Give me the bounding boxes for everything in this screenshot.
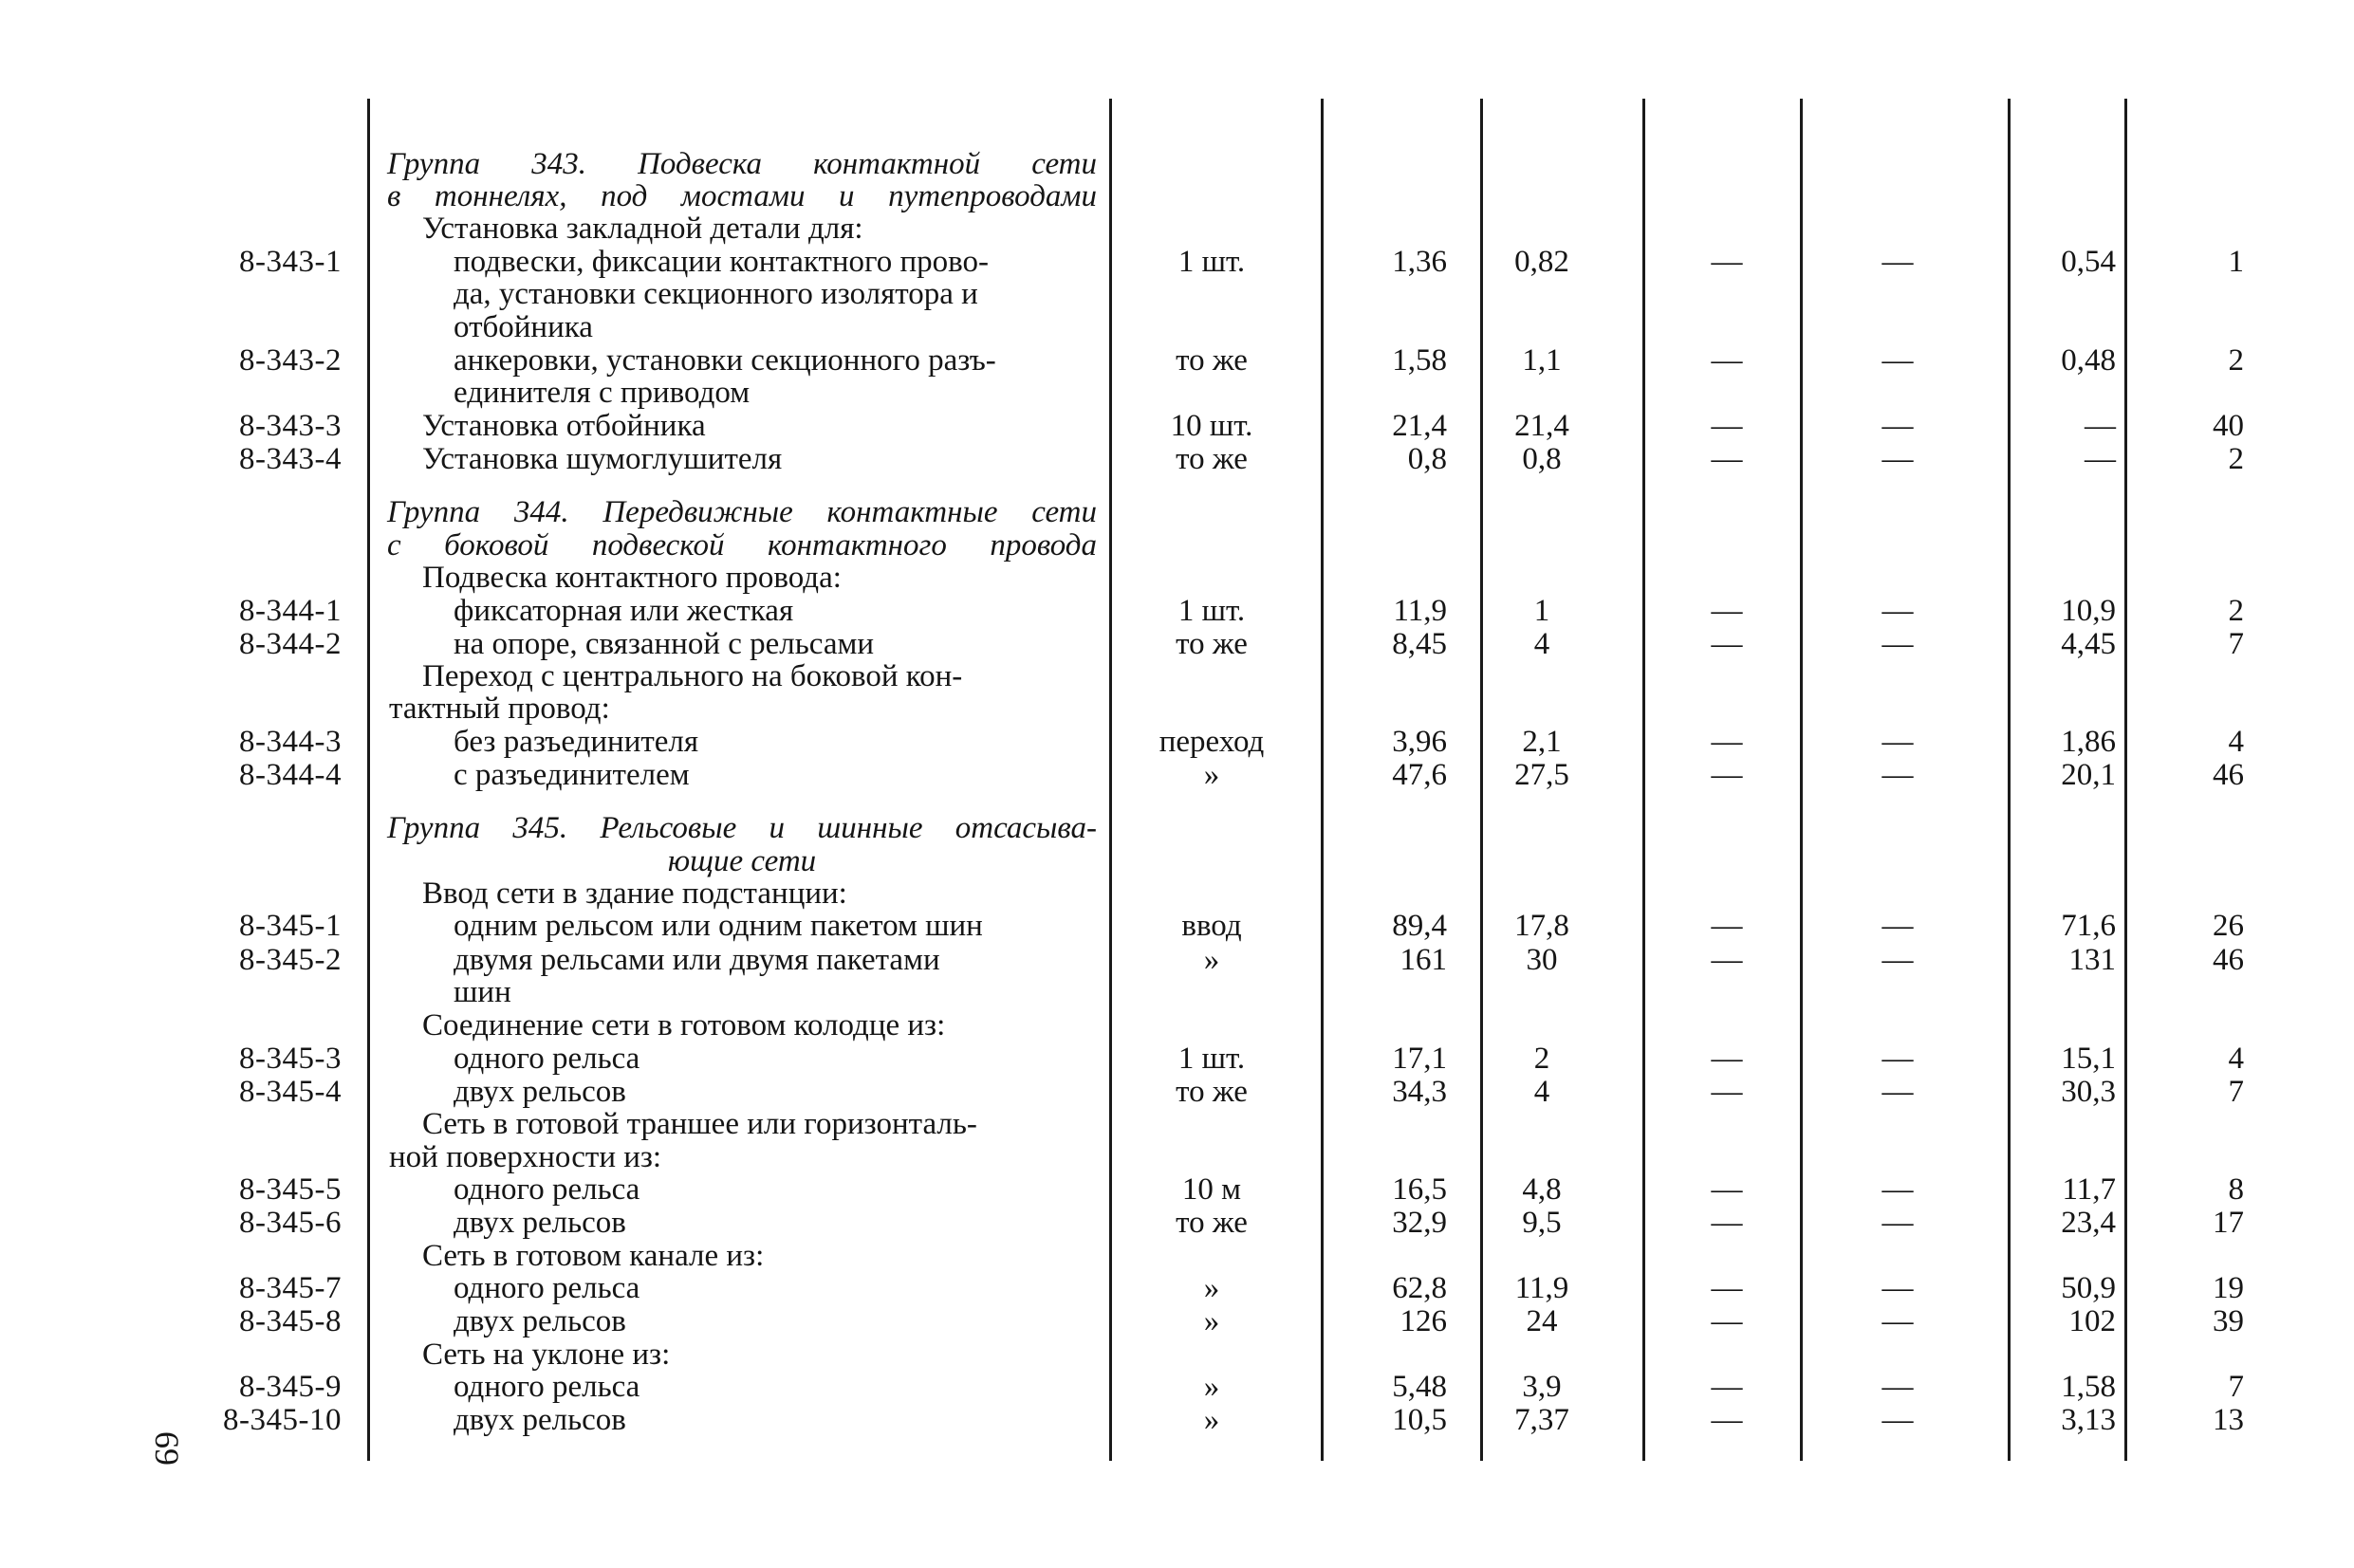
row-value-col4: — <box>1881 1370 1914 1404</box>
row-unit: то же <box>1176 1206 1248 1240</box>
table-row <box>0 758 2354 792</box>
row-value-col5: — <box>2085 409 2116 443</box>
row-description: одним рельсом или одним пакетом шин <box>454 909 983 943</box>
row-value-total: 32,9 <box>1392 1206 1447 1240</box>
row-value-col4: — <box>1881 245 1914 279</box>
row-value-col4: — <box>1881 758 1914 792</box>
row-value-col3: — <box>1711 1206 1743 1240</box>
row-value-col6: 26 <box>2213 909 2244 943</box>
row-value-col4: — <box>1881 594 1914 628</box>
row-description: Сеть в готовой траншее или горизонталь- <box>422 1107 977 1141</box>
table-row-heading <box>0 1008 2354 1042</box>
row-description: Ввод сети в здание подстанции: <box>422 876 847 911</box>
row-description: одного рельса <box>454 1172 640 1207</box>
row-code: 8-344-4 <box>239 758 342 792</box>
table-row <box>0 1271 2354 1305</box>
row-value-col4: — <box>1881 1075 1914 1109</box>
row-value-col5: — <box>2085 442 2116 476</box>
row-description: анкеровки, установки секционного разъ- <box>454 343 996 378</box>
table-row <box>0 343 2354 378</box>
row-value-total: 0,8 <box>1407 442 1447 476</box>
table-row-heading <box>0 659 2354 693</box>
row-value-col3: — <box>1711 594 1743 628</box>
row-value-col6: 4 <box>2228 725 2244 759</box>
row-value-col4: — <box>1881 409 1914 443</box>
row-value-col3: — <box>1711 1172 1743 1207</box>
row-unit: 10 шт. <box>1170 409 1253 443</box>
row-description: Группа 345. Рельсовые и шинные отсасыва- <box>387 811 1097 845</box>
row-description: тактный провод: <box>389 692 610 726</box>
row-unit: » <box>1203 1370 1220 1404</box>
row-value-labor: 1,1 <box>1522 343 1562 378</box>
row-value-labor: 27,5 <box>1514 758 1569 792</box>
row-value-total: 21,4 <box>1392 409 1447 443</box>
row-code: 8-345-5 <box>239 1172 342 1207</box>
row-value-col5: 10,9 <box>2061 594 2116 628</box>
row-description: двумя рельсами или двумя пакетами <box>454 943 940 977</box>
table-row <box>0 1304 2354 1338</box>
row-description: ющие сети <box>667 844 817 878</box>
row-description: с разъединителем <box>454 758 690 792</box>
row-value-total: 11,9 <box>1393 594 1447 628</box>
row-description: единителя с приводом <box>454 376 751 410</box>
row-value-col6: 46 <box>2213 758 2244 792</box>
row-unit: то же <box>1176 343 1248 378</box>
row-description: двух рельсов <box>454 1206 626 1240</box>
row-description: Переход с центрального на боковой кон- <box>422 659 963 693</box>
row-value-col3: — <box>1711 245 1743 279</box>
table-row <box>0 909 2354 943</box>
table-row-heading <box>0 277 2354 311</box>
row-value-labor: 0,82 <box>1514 245 1569 279</box>
row-code: 8-343-4 <box>239 442 342 476</box>
row-description: двух рельсов <box>454 1075 626 1109</box>
row-value-col6: 4 <box>2228 1042 2244 1076</box>
row-description: отбойника <box>454 310 593 344</box>
row-description: Установка шумоглушителя <box>422 442 783 476</box>
row-description: Соединение сети в готовом колодце из: <box>422 1008 946 1042</box>
row-value-col3: — <box>1711 725 1743 759</box>
row-value-labor: 0,8 <box>1522 442 1562 476</box>
row-value-col6: 7 <box>2228 627 2244 661</box>
row-value-col6: 7 <box>2228 1370 2244 1404</box>
row-code: 8-345-6 <box>239 1206 342 1240</box>
table-row <box>0 245 2354 279</box>
row-description: в тоннелях, под мостами и путепроводами <box>387 179 1097 213</box>
page-number: 69 <box>148 1431 186 1466</box>
row-description: двух рельсов <box>454 1403 626 1437</box>
row-value-col6: 17 <box>2213 1206 2244 1240</box>
row-value-col5: 20,1 <box>2061 758 2116 792</box>
row-unit: то же <box>1176 627 1248 661</box>
row-description: двух рельсов <box>454 1304 626 1338</box>
row-value-col6: 2 <box>2228 343 2244 378</box>
table-row-heading <box>0 876 2354 911</box>
row-description: Установка отбойника <box>422 409 706 443</box>
row-description: Сеть на уклоне из: <box>422 1337 671 1372</box>
row-value-col6: 2 <box>2228 594 2244 628</box>
row-value-labor: 9,5 <box>1522 1206 1562 1240</box>
row-code: 8-344-3 <box>239 725 342 759</box>
row-value-col5: 30,3 <box>2061 1075 2116 1109</box>
table-row-heading <box>0 811 2354 845</box>
row-description: одного рельса <box>454 1370 640 1404</box>
row-value-total: 16,5 <box>1392 1172 1447 1207</box>
row-value-labor: 4 <box>1533 627 1550 661</box>
row-value-col4: — <box>1881 1403 1914 1437</box>
row-value-labor: 11,9 <box>1514 1271 1569 1305</box>
table-row <box>0 594 2354 628</box>
table-row <box>0 1075 2354 1109</box>
row-value-total: 8,45 <box>1392 627 1447 661</box>
row-code: 8-345-1 <box>239 909 342 943</box>
row-description: без разъединителя <box>454 725 699 759</box>
table-row-heading <box>0 692 2354 726</box>
row-value-labor: 24 <box>1526 1304 1558 1338</box>
table-row <box>0 1172 2354 1207</box>
row-code: 8-345-3 <box>239 1042 342 1076</box>
row-description: шин <box>454 975 511 1009</box>
row-description: Группа 344. Передвижные контактные сети <box>387 495 1097 529</box>
row-value-col6: 2 <box>2228 442 2244 476</box>
row-value-labor: 4,8 <box>1522 1172 1562 1207</box>
row-value-col3: — <box>1711 943 1743 977</box>
row-value-col3: — <box>1711 1271 1743 1305</box>
row-unit: » <box>1203 943 1220 977</box>
row-value-total: 3,96 <box>1392 725 1447 759</box>
table-row <box>0 725 2354 759</box>
row-value-col5: 15,1 <box>2061 1042 2116 1076</box>
row-description: одного рельса <box>454 1271 640 1305</box>
row-unit: 1 шт. <box>1177 245 1246 279</box>
row-value-col3: — <box>1711 1075 1743 1109</box>
row-description: Подвеска контактного провода: <box>422 561 842 595</box>
row-value-col3: — <box>1711 1042 1743 1076</box>
row-value-col5: 50,9 <box>2061 1271 2116 1305</box>
row-value-total: 161 <box>1399 943 1447 977</box>
row-value-total: 1,36 <box>1392 245 1447 279</box>
row-value-col6: 39 <box>2213 1304 2244 1338</box>
row-value-col5: 0,54 <box>2061 245 2116 279</box>
table-row <box>0 627 2354 661</box>
row-value-total: 126 <box>1399 1304 1447 1338</box>
table-row <box>0 1403 2354 1437</box>
row-value-labor: 4 <box>1533 1075 1550 1109</box>
row-value-col3: — <box>1711 442 1743 476</box>
row-unit: ввод <box>1181 909 1242 943</box>
table-row-heading <box>0 376 2354 410</box>
row-code: 8-345-10 <box>223 1403 342 1437</box>
row-unit: то же <box>1176 1075 1248 1109</box>
table-row-heading <box>0 1140 2354 1174</box>
row-value-col4: — <box>1881 1172 1914 1207</box>
row-value-total: 1,58 <box>1392 343 1447 378</box>
row-code: 8-345-7 <box>239 1271 342 1305</box>
row-value-col3: — <box>1711 758 1743 792</box>
row-description: подвески, фиксации контактного прово- <box>454 245 990 279</box>
row-unit: то же <box>1176 442 1248 476</box>
table-row-heading <box>0 528 2354 563</box>
row-code: 8-343-2 <box>239 343 342 378</box>
row-value-col6: 7 <box>2228 1075 2244 1109</box>
row-unit: 1 шт. <box>1177 594 1246 628</box>
row-value-labor: 2 <box>1533 1042 1550 1076</box>
row-description: на опоре, связанной с рельсами <box>454 627 875 661</box>
row-description: одного рельса <box>454 1042 640 1076</box>
row-value-col5: 23,4 <box>2061 1206 2116 1240</box>
row-value-total: 34,3 <box>1392 1075 1447 1109</box>
table-row-heading <box>0 844 2354 878</box>
row-value-col5: 11,7 <box>2062 1172 2116 1207</box>
row-unit: 10 м <box>1181 1172 1242 1207</box>
row-code: 8-345-9 <box>239 1370 342 1404</box>
row-value-col3: — <box>1711 1370 1743 1404</box>
row-value-col5: 0,48 <box>2061 343 2116 378</box>
row-description: Сеть в готовом канале из: <box>422 1239 765 1273</box>
row-value-labor: 17,8 <box>1514 909 1569 943</box>
row-value-col4: — <box>1881 943 1914 977</box>
row-value-col4: — <box>1881 1042 1914 1076</box>
row-value-col6: 40 <box>2213 409 2244 443</box>
row-unit: » <box>1203 1304 1220 1338</box>
table-row-heading <box>0 179 2354 213</box>
row-value-col3: — <box>1711 627 1743 661</box>
row-value-labor: 30 <box>1526 943 1558 977</box>
table-row-heading <box>0 561 2354 595</box>
row-code: 8-344-1 <box>239 594 342 628</box>
table-row <box>0 1370 2354 1404</box>
row-description: фиксаторная или жесткая <box>454 594 794 628</box>
table-row-heading <box>0 975 2354 1009</box>
row-unit: » <box>1203 1271 1220 1305</box>
table-row-heading <box>0 147 2354 181</box>
row-value-total: 62,8 <box>1392 1271 1447 1305</box>
row-value-col5: 1,86 <box>2061 725 2116 759</box>
table-row <box>0 943 2354 977</box>
row-value-total: 10,5 <box>1392 1403 1447 1437</box>
row-value-col6: 1 <box>2228 245 2244 279</box>
row-value-col5: 3,13 <box>2061 1403 2116 1437</box>
row-value-col5: 102 <box>2068 1304 2116 1338</box>
row-value-col4: — <box>1881 627 1914 661</box>
row-value-col5: 4,45 <box>2061 627 2116 661</box>
row-value-total: 5,48 <box>1392 1370 1447 1404</box>
row-code: 8-343-1 <box>239 245 342 279</box>
row-value-total: 47,6 <box>1392 758 1447 792</box>
row-value-col4: — <box>1881 1206 1914 1240</box>
row-unit: » <box>1203 1403 1220 1437</box>
table-row-heading <box>0 310 2354 344</box>
row-value-col4: — <box>1881 442 1914 476</box>
row-value-col5: 71,6 <box>2061 909 2116 943</box>
row-description: с боковой подвеской контактного провода <box>387 528 1097 563</box>
row-value-col5: 131 <box>2068 943 2116 977</box>
row-description: да, установки секционного изолятора и <box>454 277 978 311</box>
row-value-col4: — <box>1881 1271 1914 1305</box>
row-value-col6: 19 <box>2213 1271 2244 1305</box>
row-value-col6: 13 <box>2213 1403 2244 1437</box>
table-row-heading <box>0 1337 2354 1372</box>
table-row <box>0 442 2354 476</box>
table-row <box>0 409 2354 443</box>
row-code: 8-345-8 <box>239 1304 342 1338</box>
row-value-col6: 46 <box>2213 943 2244 977</box>
row-value-labor: 3,9 <box>1522 1370 1562 1404</box>
table-row <box>0 1042 2354 1076</box>
row-value-total: 89,4 <box>1392 909 1447 943</box>
row-code: 8-345-4 <box>239 1075 342 1109</box>
table-row-heading <box>0 495 2354 529</box>
row-value-col5: 1,58 <box>2061 1370 2116 1404</box>
row-value-col3: — <box>1711 1403 1743 1437</box>
table-row <box>0 1206 2354 1240</box>
row-value-labor: 1 <box>1533 594 1550 628</box>
row-code: 8-344-2 <box>239 627 342 661</box>
row-unit: переход <box>1158 725 1265 759</box>
row-description: Установка закладной детали для: <box>422 212 863 246</box>
row-value-col3: — <box>1711 1304 1743 1338</box>
table-row-heading <box>0 1107 2354 1141</box>
row-value-col3: — <box>1711 343 1743 378</box>
row-code: 8-345-2 <box>239 943 342 977</box>
row-description: Группа 343. Подвеска контактной сети <box>387 147 1097 181</box>
row-value-labor: 21,4 <box>1514 409 1569 443</box>
row-value-labor: 2,1 <box>1522 725 1562 759</box>
row-value-col4: — <box>1881 725 1914 759</box>
row-value-col3: — <box>1711 909 1743 943</box>
table-row-heading <box>0 1239 2354 1273</box>
row-unit: » <box>1203 758 1220 792</box>
row-value-total: 17,1 <box>1392 1042 1447 1076</box>
row-value-col4: — <box>1881 1304 1914 1338</box>
row-value-col4: — <box>1881 909 1914 943</box>
row-code: 8-343-3 <box>239 409 342 443</box>
table-row-heading <box>0 212 2354 246</box>
row-unit: 1 шт. <box>1177 1042 1246 1076</box>
row-description: ной поверхности из: <box>389 1140 662 1174</box>
row-value-col6: 8 <box>2228 1172 2244 1207</box>
row-value-labor: 7,37 <box>1514 1403 1569 1437</box>
row-value-col3: — <box>1711 409 1743 443</box>
row-value-col4: — <box>1881 343 1914 378</box>
